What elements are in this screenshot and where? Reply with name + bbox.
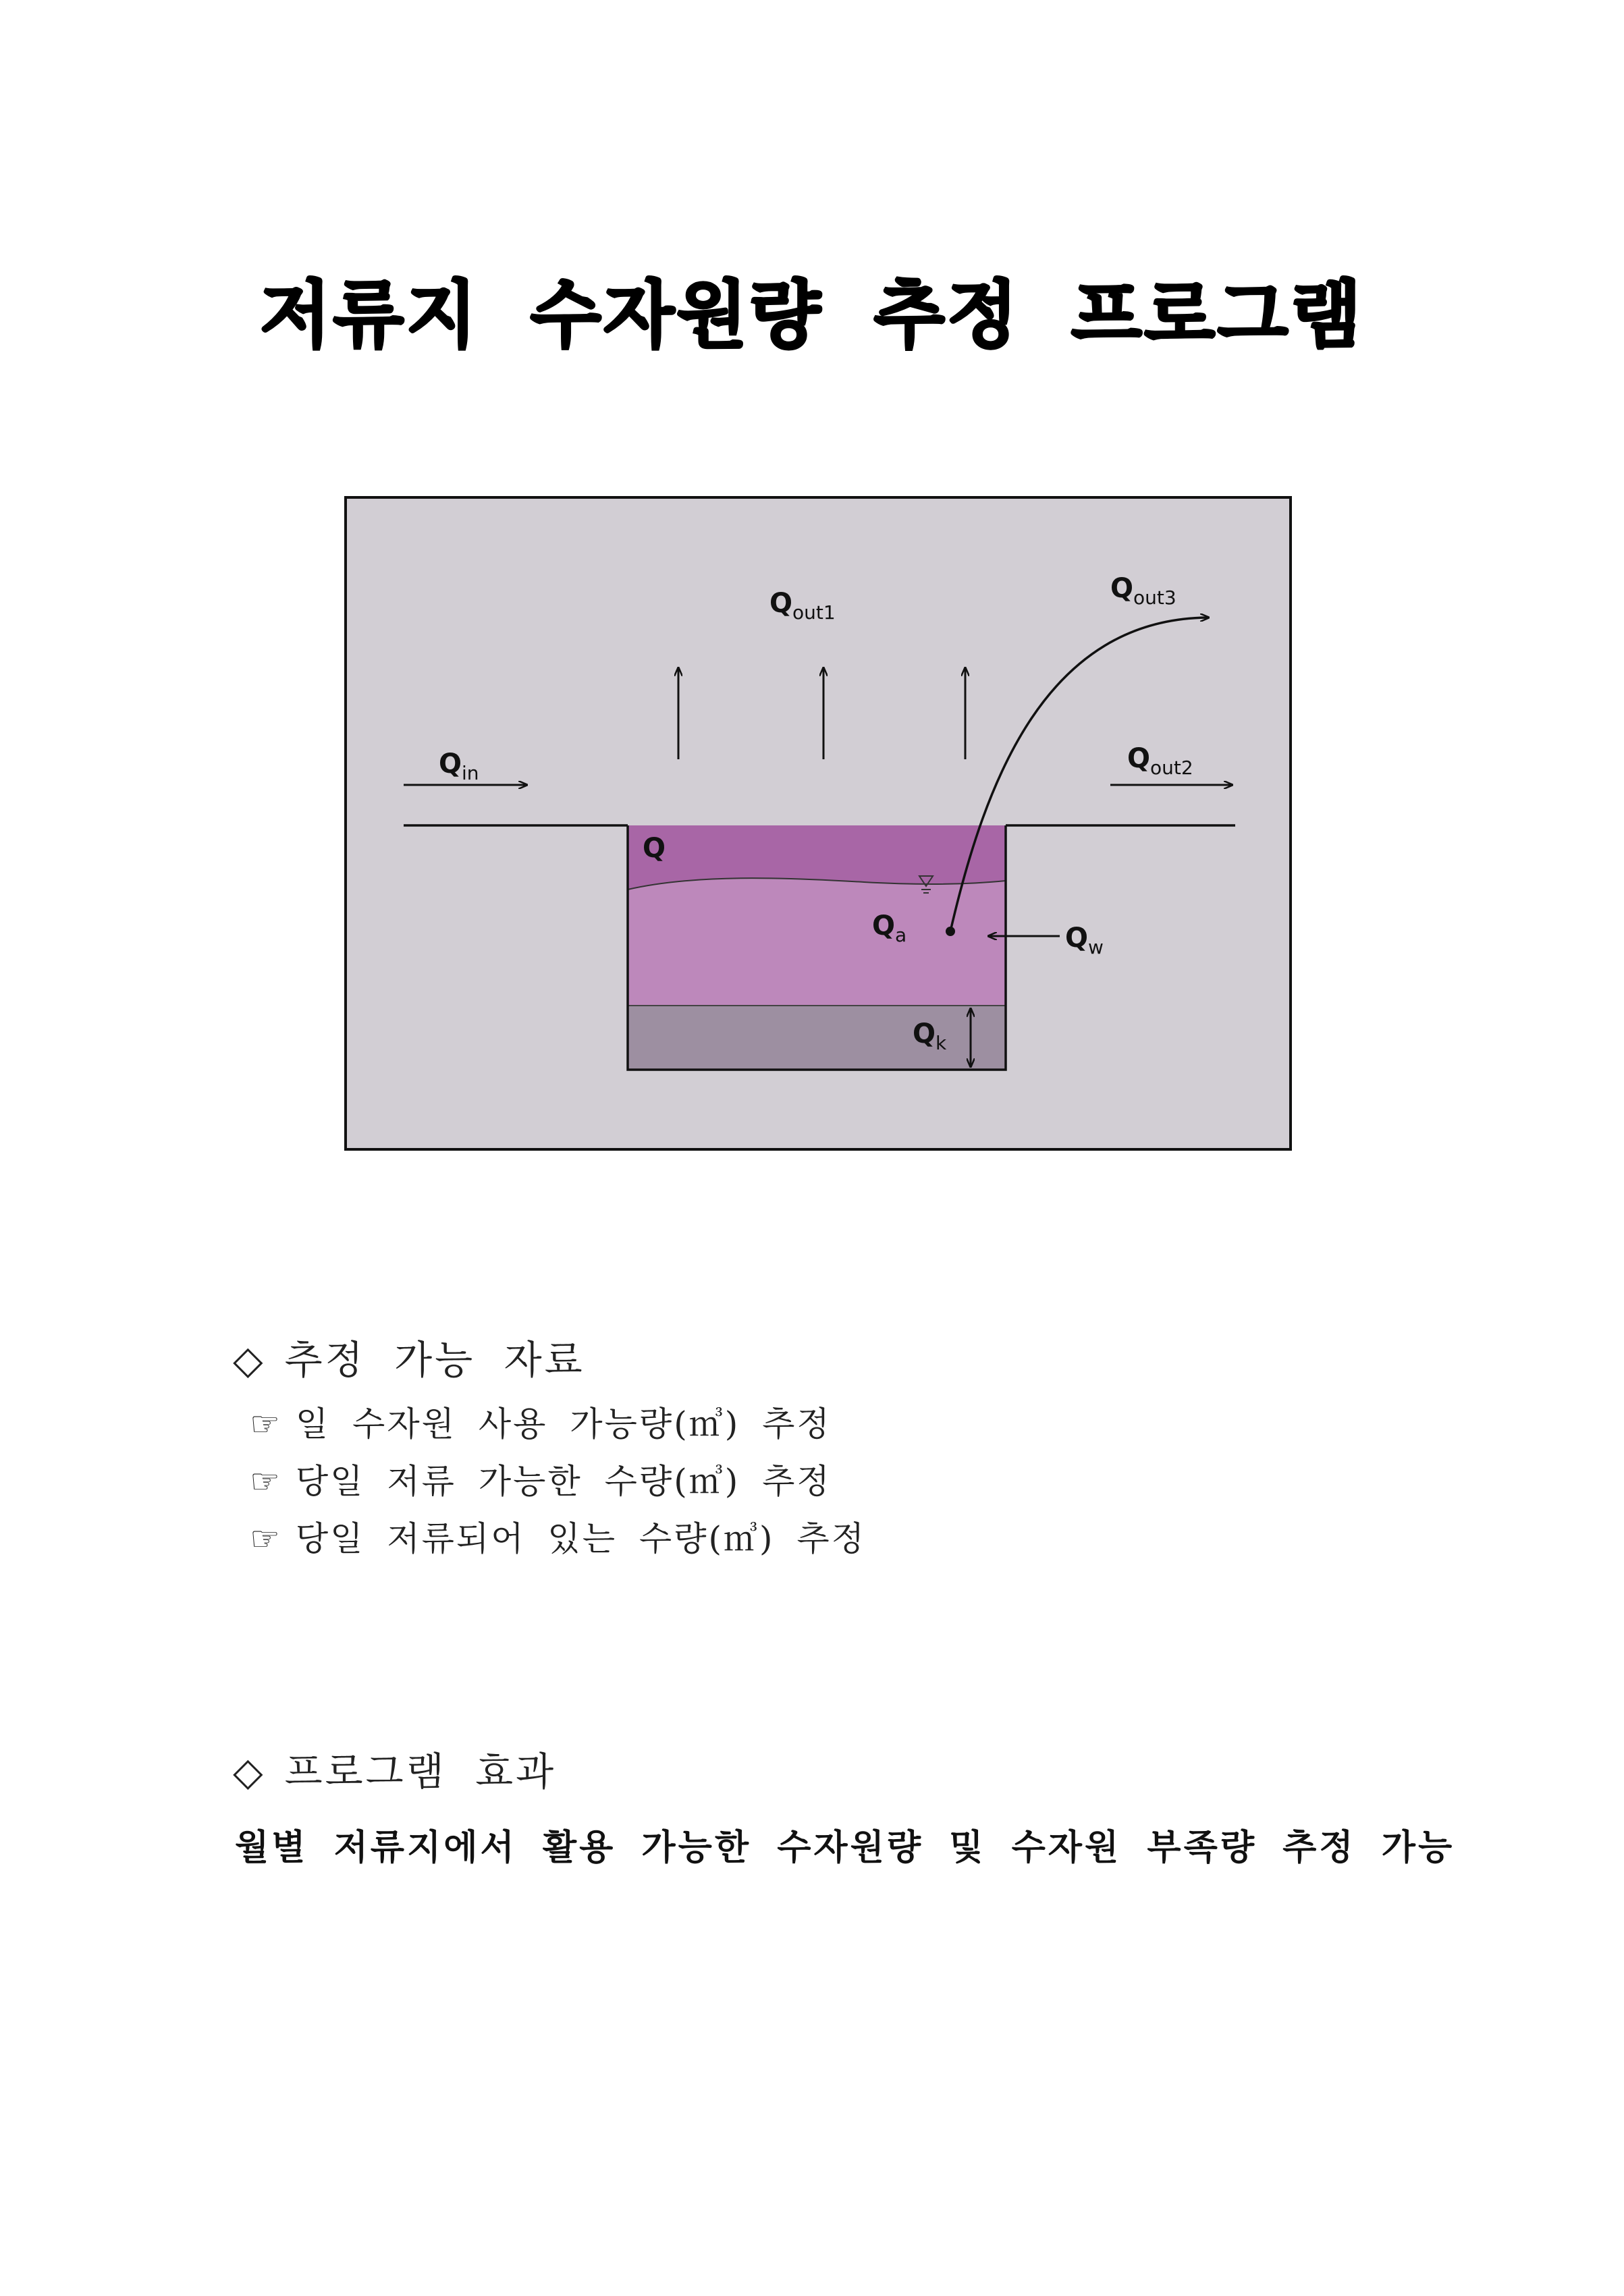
list-item-text: 일 수자원 사용 가능량(㎥) 추정 [295, 1404, 832, 1444]
section-heading-text: 프로그램 효과 [284, 1749, 557, 1795]
section-heading-estimable-data [233, 1328, 585, 1385]
soil-layer [628, 1006, 1006, 1070]
q-out1-label: $Q_{out1}$ [769, 588, 836, 624]
reservoir-diagram [344, 496, 1292, 1151]
list-item [250, 1397, 832, 1446]
diamond-icon: ◇ [233, 1337, 266, 1383]
q-out2-label: $Q_{out2}$ [1127, 743, 1193, 779]
pointing-hand-icon: ☞ [250, 1462, 282, 1501]
pointing-hand-icon: ☞ [250, 1519, 282, 1558]
pointing-hand-icon: ☞ [250, 1404, 282, 1444]
q-storage-label: Q [643, 833, 666, 864]
q-k-label: $Q_k$ [913, 1018, 947, 1054]
section-heading-program-effect [233, 1740, 556, 1797]
page-title: 저류지 수자원량 추정 프로그램 [260, 273, 1364, 358]
list-item-text: 당일 저류되어 있는 수량(㎥) 추정 [295, 1519, 867, 1558]
section-heading-text: 추정 가능 자료 [284, 1337, 585, 1383]
program-effect-text: 월별 저류지에서 활용 가능한 수자원량 및 수자원 부족량 추정 가능 [235, 1827, 1455, 1868]
q-in-label: $Q_{in}$ [439, 748, 479, 784]
diamond-icon: ◇ [233, 1749, 266, 1795]
q-w-label: $Q_w$ [1065, 923, 1104, 958]
extraction-point [946, 927, 955, 936]
list-item [250, 1454, 832, 1503]
q-a-label: $Q_a$ [872, 910, 907, 946]
list-item-text: 당일 저류 가능한 수량(㎥) 추정 [295, 1462, 832, 1501]
lower-water-layer [628, 878, 1006, 1006]
q-out3-label: $Q_{out3}$ [1110, 573, 1176, 609]
list-item [250, 1512, 866, 1560]
